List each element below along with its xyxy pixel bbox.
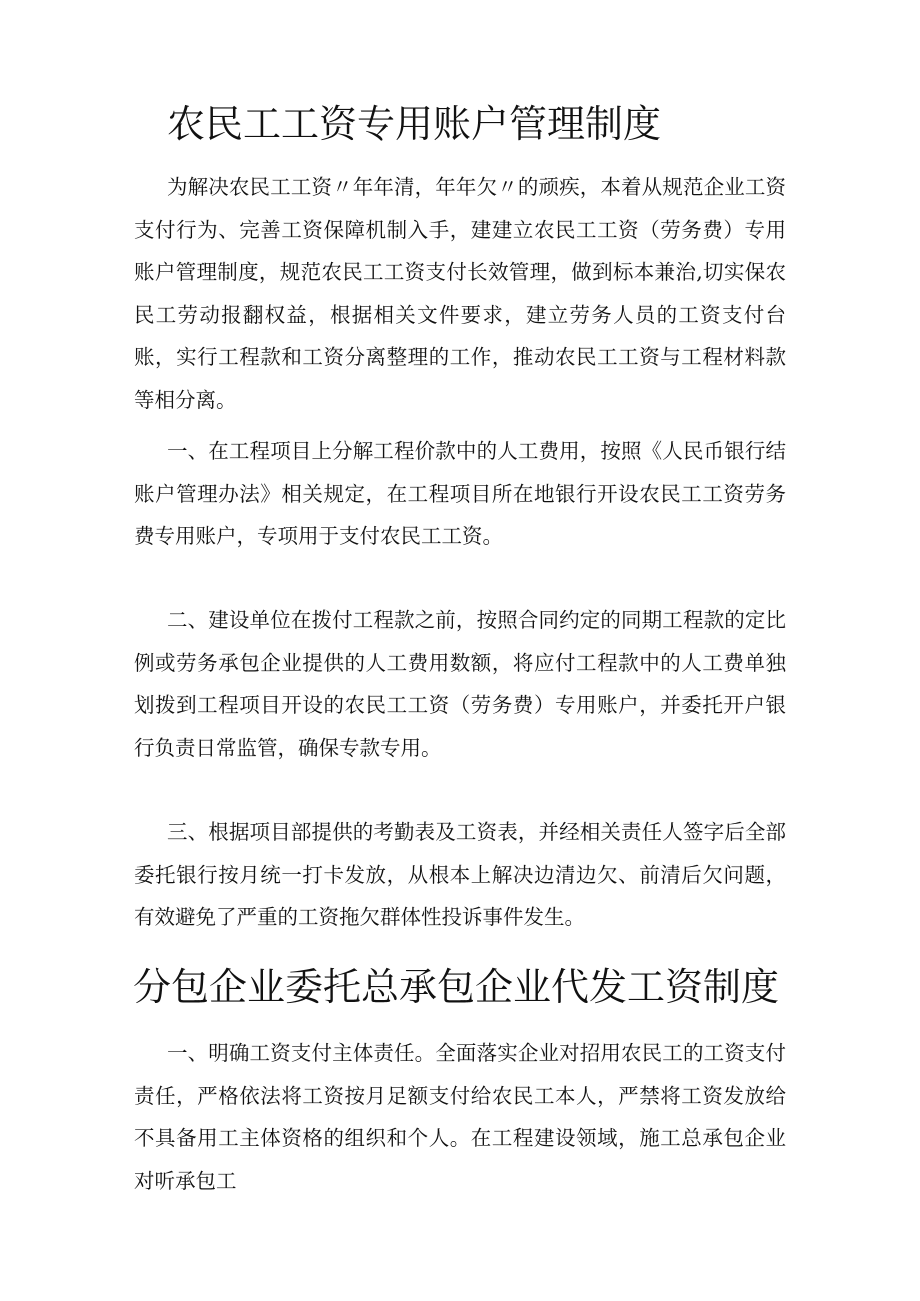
intro-paragraph: 为解决农民工工资〃年年清，年年欠〃的顽疾，本着从规范企业工资支付行为、完善工资保障机制入手，建建立农民工工资（劳务费）专用账户管理制度，规范农民工工资支付长效管理，做到标本兼治,切实保农民工劳动报翻权益，根据相关文件要求，建立劳务人员的工资支付台账，实行工程款和工资分离整理的工作，推动农民工工资与工程材料款等相分离。 [134, 175, 786, 412]
clause-3-paragraph: 三、根据项目部提供的考勤表及工资表，并经相关责任人签字后全部委托银行按月统一打卡发放，从根本上解决边清边欠、前清后欠问题，有效避免了严重的工资拖欠群体性投诉事件发生。 [134, 820, 786, 929]
subcontract-clause-1-paragraph: 一、明确工资支付主体责任。全面落实企业对招用农民工的工资支付责任，严格依法将工资按月足额支付给农民工本人，严禁将工资发放给不具备用工主体资格的组织和个人。在工程建设领域，施工总承包企业对听承包工 [134, 1041, 786, 1193]
section-title-subcontract-wages: 分包企业委托总承包企业代发工资制度 [133, 965, 780, 1009]
section-title-wage-account: 农民工工资专用账户管理制度 [167, 102, 662, 146]
clause-2-paragraph: 二、建设单位在拨付工程款之前，按照合同约定的同期工程款的定比例或劳务承包企业提供的人工费用数额，将应付工程款中的人工费单独划拨到工程项目开设的农民工工资（劳务费）专用账户，并委托开户银行负责日常监管，确保专款专用。 [134, 608, 786, 760]
clause-1-paragraph: 一、在工程项目上分解工程价款中的人工费用，按照《人民币银行结账户管理办法》相关规定，在工程项目所在地银行开设农民工工资劳务费专用账户，专项用于支付农民工工资。 [134, 439, 786, 548]
